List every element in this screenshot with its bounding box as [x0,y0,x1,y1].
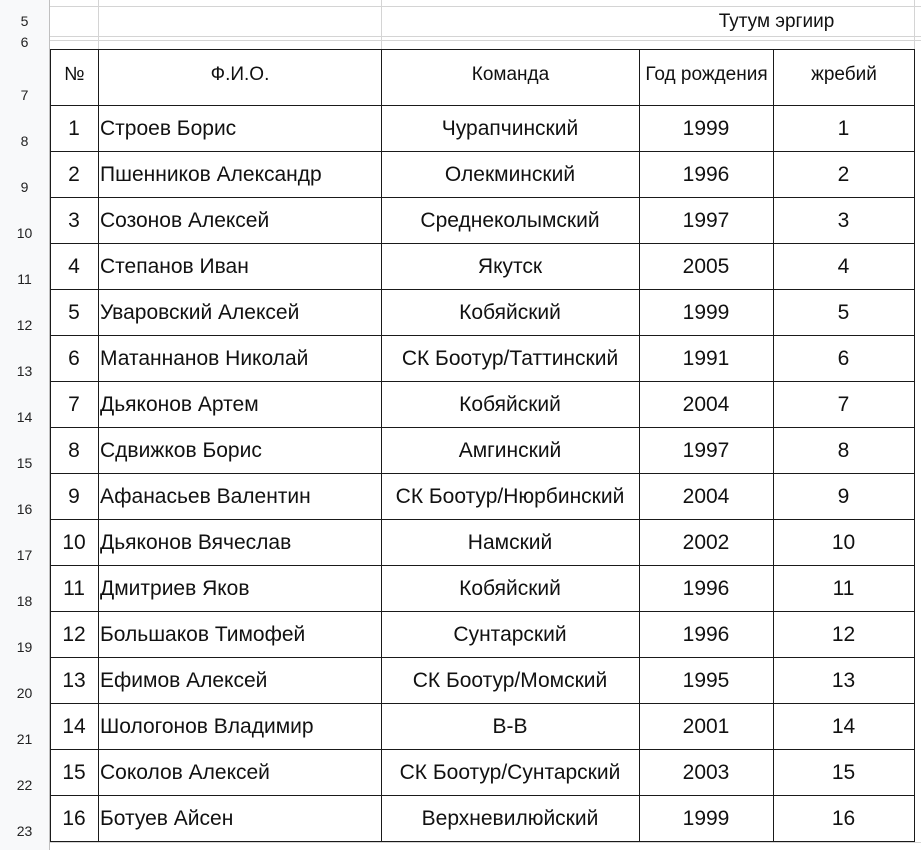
cell-lot[interactable]: 15 [831,760,856,784]
cell-num[interactable]: 7 [68,392,80,416]
cell-year[interactable]: 2004 [682,484,730,508]
cell-year[interactable]: 1997 [682,208,730,232]
row-number[interactable]: 13 [16,363,33,379]
cell-name[interactable]: Большаков Тимофей [100,622,306,646]
cell-year[interactable]: 2001 [682,714,730,738]
cell-lot[interactable]: 12 [831,622,856,646]
cell-year[interactable]: 1991 [682,346,730,370]
cell-name[interactable]: Пшенников Александр [100,162,322,186]
cell-num[interactable]: 1 [68,116,80,140]
cell-team[interactable]: Кобяйский [459,576,561,600]
cell-team[interactable]: Намский [467,530,553,554]
cell-name[interactable]: Сдвижков Борис [100,438,262,462]
cell-name[interactable]: Ботуев Айсен [100,806,234,830]
cell-year[interactable]: 2002 [682,530,730,554]
cell-team[interactable]: СК Боотур/Сунтарский [399,760,621,784]
grid-line [50,40,921,41]
row-number[interactable]: 23 [16,823,33,839]
grid-line [914,0,915,49]
cell-year[interactable]: 2004 [682,392,730,416]
cell-lot[interactable]: 2 [837,162,850,186]
cell-name[interactable]: Соколов Алексей [100,760,270,784]
row-number[interactable]: 7 [20,87,29,103]
cell-num[interactable]: 15 [62,760,86,784]
cell-year[interactable]: 1996 [682,622,730,646]
table-border [50,49,914,50]
cell-name[interactable]: Шологонов Владимир [100,714,314,738]
cell-year[interactable]: 1995 [682,668,730,692]
cell-name[interactable]: Дмитриев Яков [100,576,250,600]
cell-name[interactable]: Дьяконов Артем [100,392,259,416]
cell-team[interactable]: Среднеколымский [420,208,600,232]
cell-team[interactable]: СК Боотур/Нюрбинский [395,484,625,508]
cell-num[interactable]: 9 [68,484,80,508]
cell-lot[interactable]: 13 [831,668,856,692]
row-number[interactable]: 19 [16,639,33,655]
row-number[interactable]: 10 [16,225,33,241]
row-number[interactable]: 17 [16,547,33,563]
cell-year[interactable]: 2005 [682,254,730,278]
cell-lot[interactable]: 4 [837,254,850,278]
cell-team[interactable]: Верхневилюйский [421,806,599,830]
row-number[interactable]: 15 [16,455,33,471]
row-number[interactable]: 14 [16,409,33,425]
row-number[interactable]: 22 [16,777,33,793]
cell-num[interactable]: 12 [62,622,86,646]
row-number[interactable]: 8 [20,133,29,149]
cell-name[interactable]: Матаннанов Николай [100,346,309,370]
cell-num[interactable]: 5 [68,300,80,324]
cell-lot[interactable]: 14 [831,714,856,738]
cell-team[interactable]: Кобяйский [459,300,561,324]
row-number[interactable]: 5 [20,13,29,29]
header-team[interactable]: Команда [471,64,550,85]
cell-num[interactable]: 11 [63,576,85,600]
cell-name[interactable]: Степанов Иван [100,254,249,278]
cell-name[interactable]: Строев Борис [100,116,237,140]
row-number[interactable]: 16 [16,501,33,517]
cell-lot[interactable]: 11 [832,576,855,600]
cell-lot[interactable]: 5 [837,300,850,324]
cell-team[interactable]: Сунтарский [453,622,567,646]
cell-team[interactable]: Чурапчинский [441,116,579,140]
cell-name[interactable]: Созонов Алексей [100,208,270,232]
cell-year[interactable]: 1996 [682,162,730,186]
cell-name[interactable]: Уваровский Алексей [100,300,300,324]
row-number[interactable]: 18 [16,593,33,609]
header-year[interactable]: Год рождения [645,64,768,85]
row-number[interactable]: 21 [16,731,33,747]
row-number[interactable]: 12 [16,317,33,333]
cell-num[interactable]: 3 [68,208,80,232]
cell-name[interactable]: Ефимов Алексей [100,668,268,692]
cell-team[interactable]: Олекминский [444,162,576,186]
cell-lot[interactable]: 6 [837,346,850,370]
cell-name[interactable]: Дьяконов Вячеслав [100,530,292,554]
header-name[interactable]: Ф.И.О. [210,64,270,85]
cell-num[interactable]: 6 [68,346,80,370]
row-number[interactable]: 11 [17,271,32,287]
row-header-column [0,0,50,850]
cell-lot[interactable]: 10 [831,530,856,554]
cell-num[interactable]: 13 [62,668,86,692]
cell-year[interactable]: 1997 [682,438,730,462]
cell-year[interactable]: 1996 [682,576,730,600]
cell-num[interactable]: 16 [62,806,86,830]
cell-lot[interactable]: 9 [837,484,850,508]
spreadsheet-grid [50,0,921,850]
header-lot[interactable]: жребий [811,64,877,85]
cell-year[interactable]: 1999 [682,806,730,830]
cell-lot[interactable]: 1 [837,116,850,140]
row-number[interactable]: 6 [20,34,29,50]
cell-lot[interactable]: 3 [837,208,850,232]
cell-lot[interactable]: 8 [837,438,850,462]
cell-lot[interactable]: 7 [837,392,850,416]
cell-year[interactable]: 1999 [682,116,730,140]
cell-num[interactable]: 2 [68,162,80,186]
cell-num[interactable]: 10 [62,530,86,554]
cell-team[interactable]: СК Боотур/Таттинский [401,346,619,370]
row-number[interactable]: 9 [20,179,29,195]
table-border [50,841,914,842]
cell-team[interactable]: СК Боотур/Момский [412,668,608,692]
cell-lot[interactable]: 16 [831,806,856,830]
cell-year[interactable]: 2003 [682,760,730,784]
title-cell[interactable]: Тутум эргиир [718,11,835,32]
cell-team[interactable]: Кобяйский [459,392,561,416]
cell-num[interactable]: 14 [62,714,86,738]
cell-team[interactable]: В-В [492,714,528,738]
cell-team[interactable]: Якутск [477,254,543,278]
cell-team[interactable]: Амгинский [458,438,562,462]
table-border [914,49,915,842]
cell-name[interactable]: Афанасьев Валентин [100,484,311,508]
cell-year[interactable]: 1999 [682,300,730,324]
row-number[interactable]: 20 [16,685,33,701]
cell-num[interactable]: 4 [68,254,80,278]
grid-line [50,842,921,843]
grid-line [381,0,382,49]
header-num[interactable]: № [64,64,85,85]
grid-line [98,0,99,49]
cell-num[interactable]: 8 [68,438,80,462]
